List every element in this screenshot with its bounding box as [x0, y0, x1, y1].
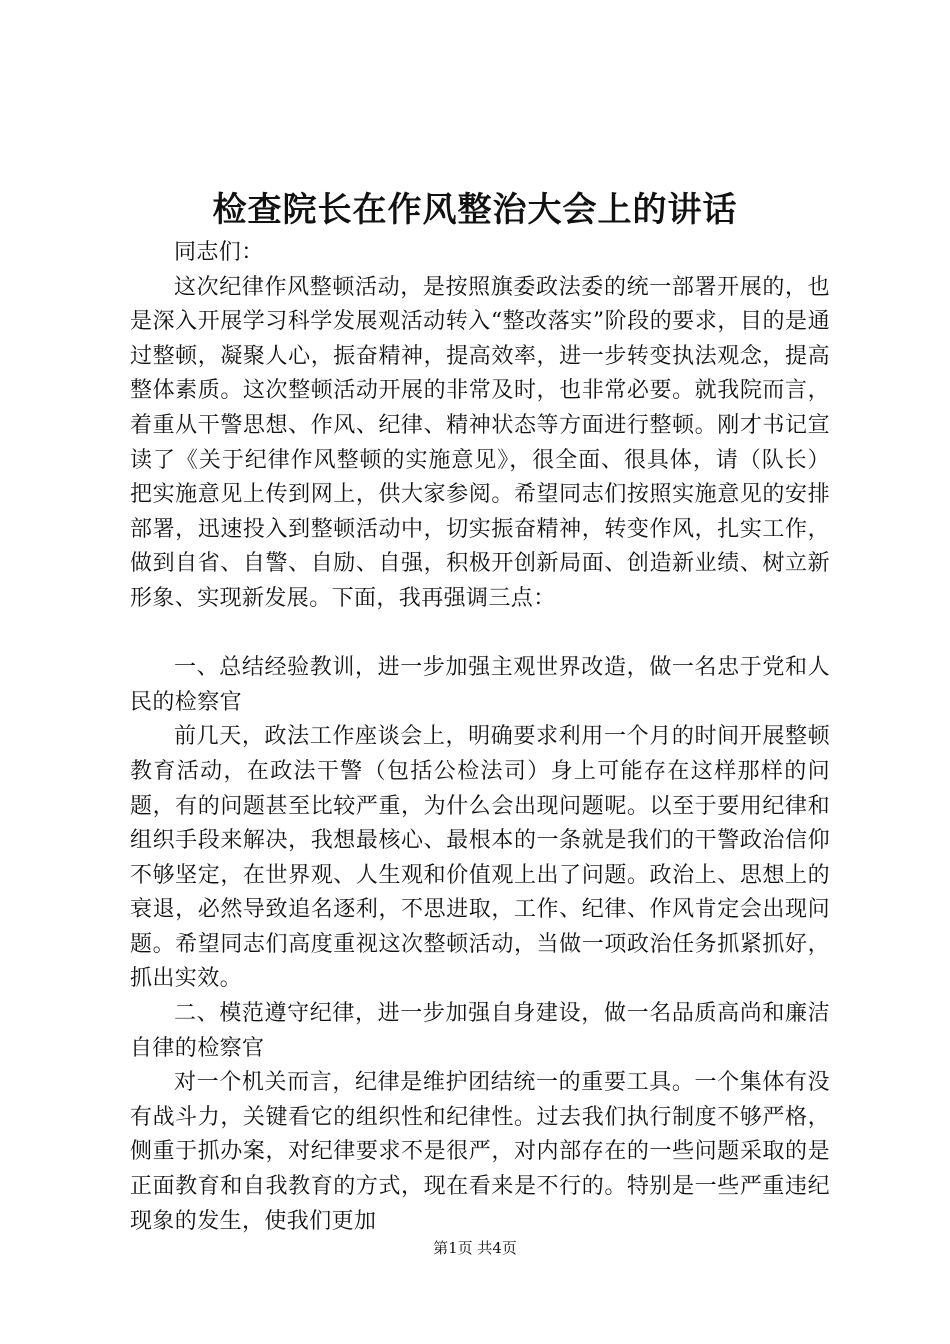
- paragraph-section-1: 前几天，政法工作座谈会上，明确要求利用一个月的时间开展整顿教育活动，在政法干警（包括公检法司）身上可能存在这样那样的问题，有的问题甚至比较严重，为什么会出现问题呢。以至于要用纪律和组织手段来解决，我想最核心、最根本的一条就是我们的干警政治信仰不够坚定，在世界观、人生观和价值观上出了问题。政治上、思想上的衰退，必然导致追名逐利，不思进取，工作、纪律、作风肯定会出现问题。希望同志们高度重视这次整顿活动，当做一项政治任务抓紧抓好，抓出实效。: [130, 724, 830, 992]
- document-title: 检查院长在作风整治大会上的讲话: [212, 190, 738, 230]
- section-heading-1: 一、总结经验教训，进一步加强主观世界改造，做一名忠于党和人民的检察官: [130, 655, 830, 715]
- document-body: [130, 236, 830, 1239]
- page-number-footer: 第1页 共4页: [433, 1239, 517, 1257]
- salutation: 同志们：: [174, 240, 264, 265]
- section-heading-2: 二、模范遵守纪律，进一步加强自身建设，做一名品质高尚和廉洁自律的检察官: [130, 1001, 830, 1061]
- paragraph-intro: 这次纪律作风整顿活动，是按照旗委政法委的统一部署开展的，也是深入开展学习科学发展观活动转入“整改落实”阶段的要求，目的是通过整顿，凝聚人心，振奋精神，提高效率，进一步转变执法观念，提高整体素质。这次整顿活动开展的非常及时，也非常必要。就我院而言，着重从干警思想、作风、纪律、精神状态等方面进行整顿。刚才书记宣读了《关于纪律作风整顿的实施意见》，很全面、很具体，请（队长）把实施意见上传到网上，供大家参阅。希望同志们按照实施意见的安排部署，迅速投入到整顿活动中，切实振奋精神，转变作风，扎实工作，做到自省、自警、自励、自强，积极开创新局面、创造新业绩、树立新形象、实现新发展。下面，我再强调三点：: [130, 274, 830, 611]
- paragraph-section-2: 对一个机关而言，纪律是维护团结统一的重要工具。一个集体有没有战斗力，关键看它的组织性和纪律性。过去我们执行制度不够严格，侧重于抓办案，对纪律要求不是很严，对内部存在的一些问题采取的是正面教育和自我教育的方式，现在看来是不行的。特别是一些严重违纪现象的发生，使我们更加: [130, 1070, 830, 1234]
